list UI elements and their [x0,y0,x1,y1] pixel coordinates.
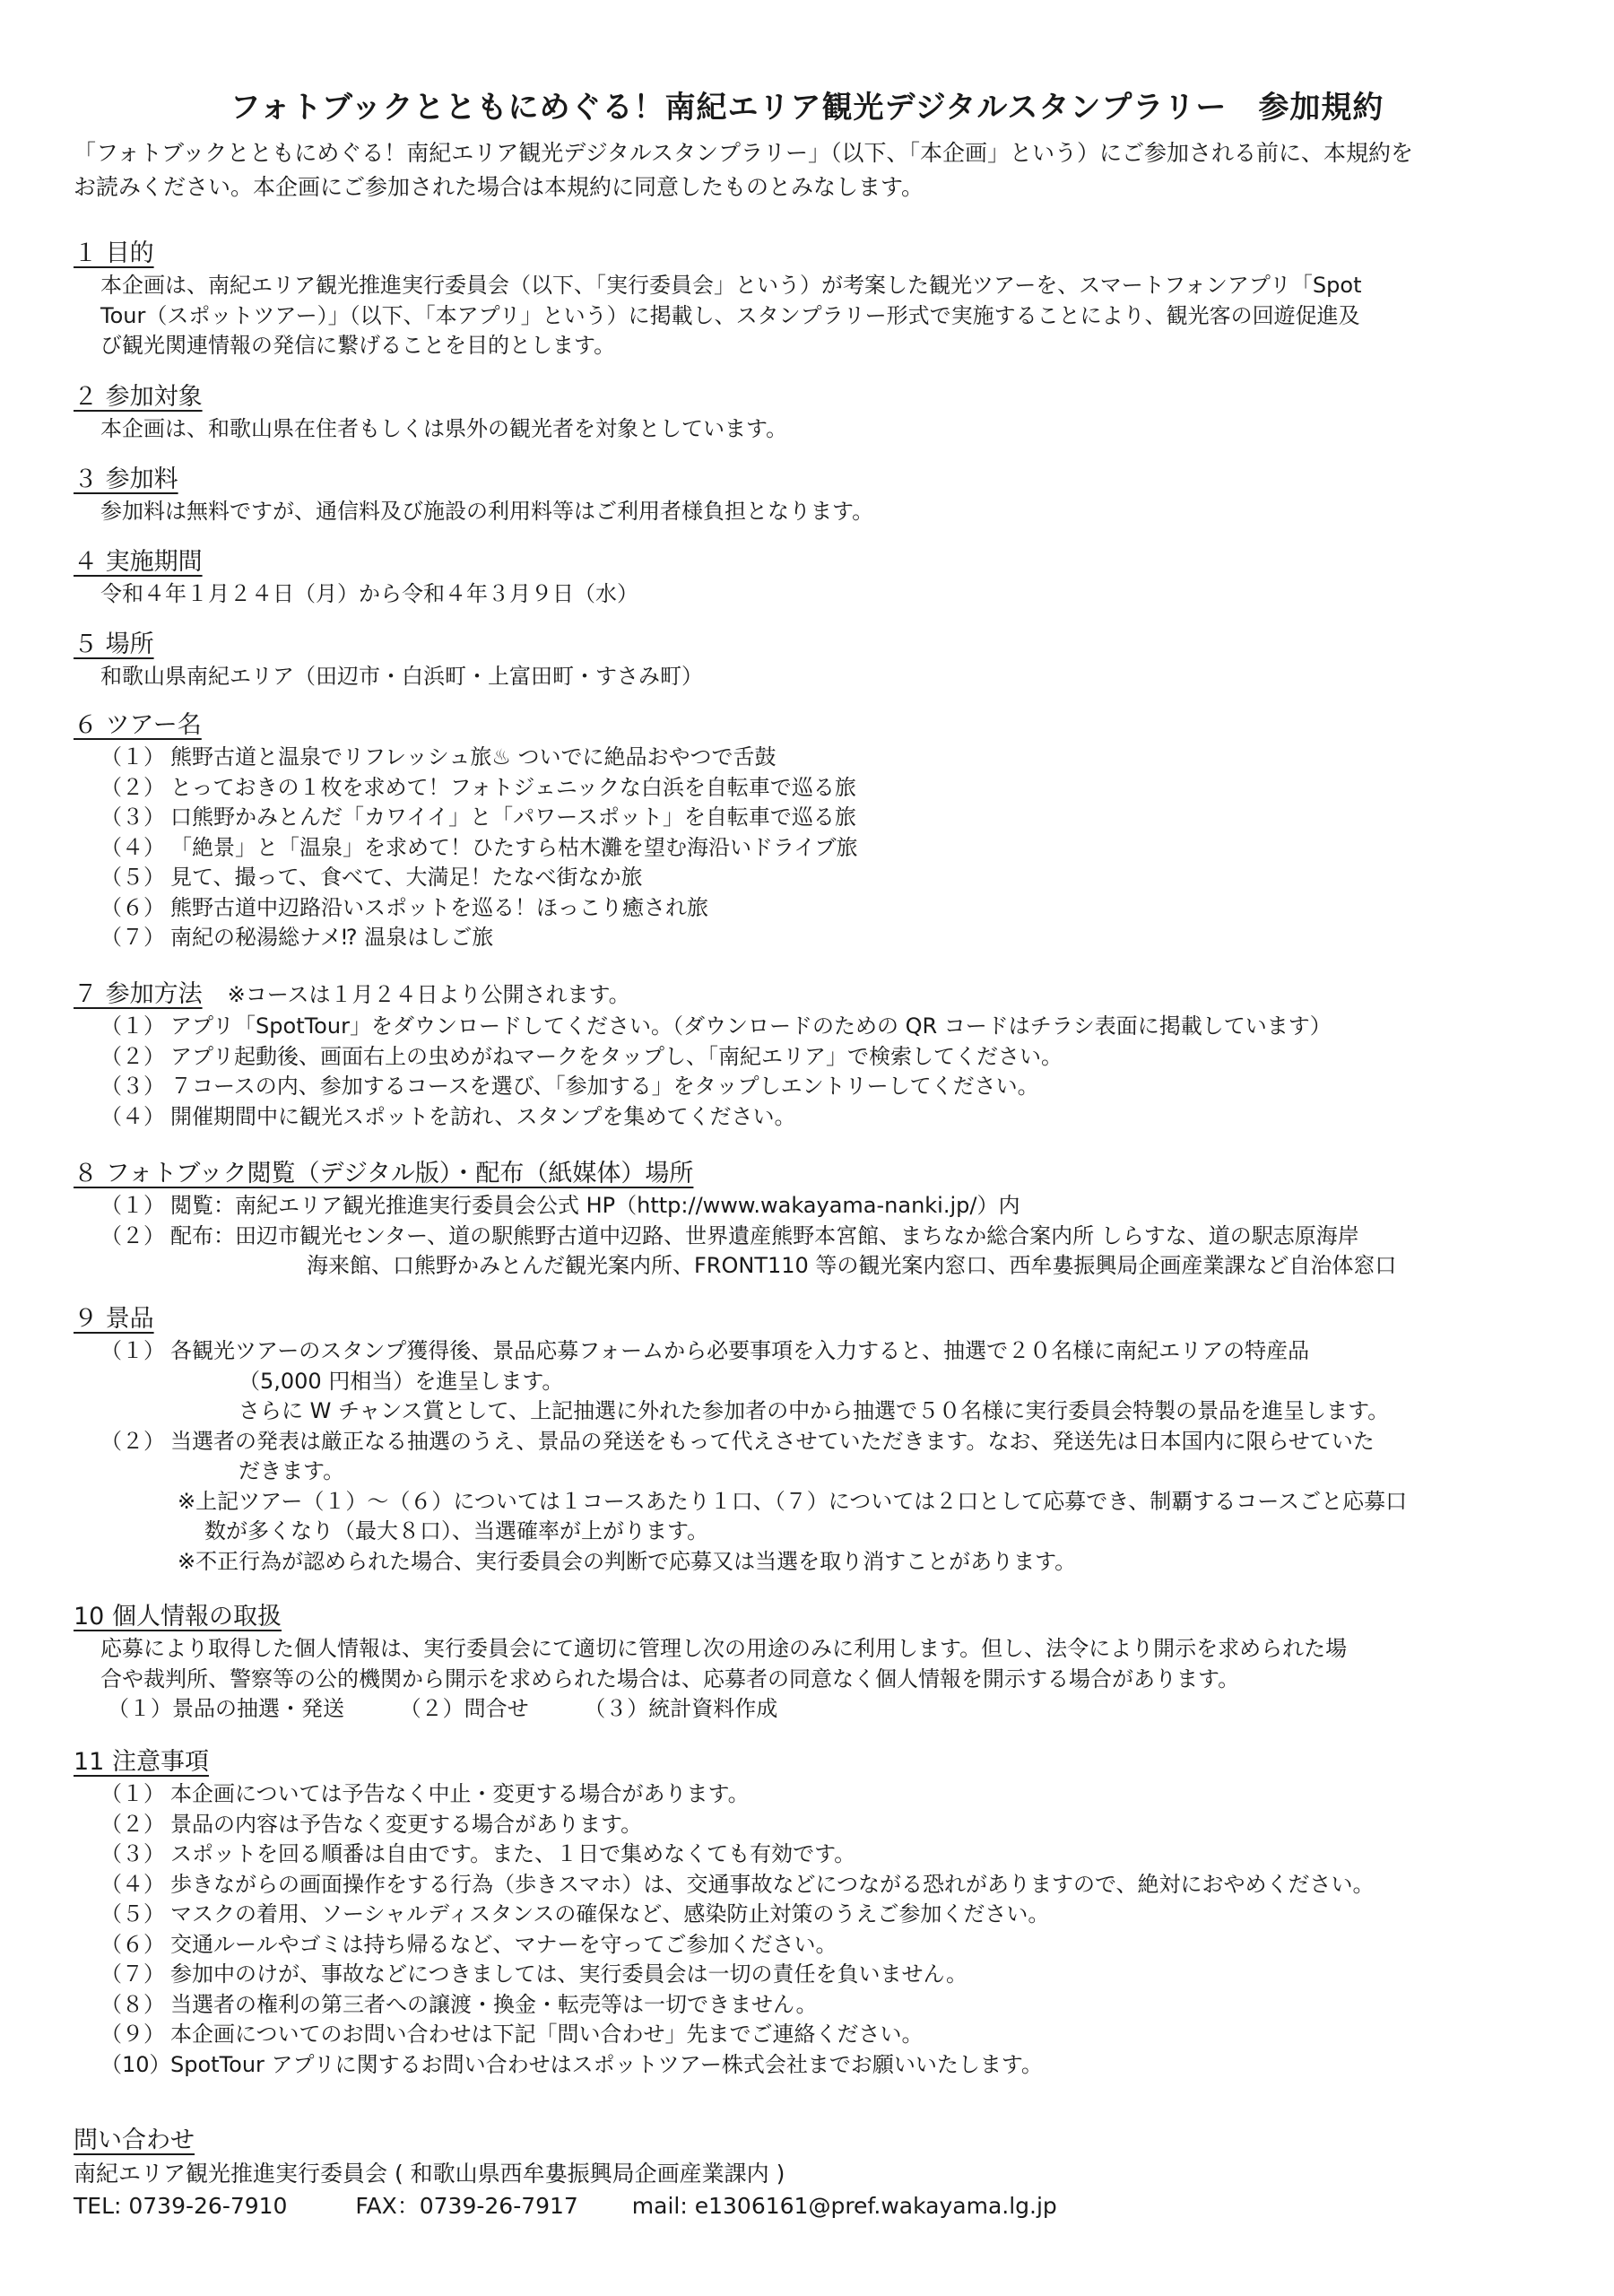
list-item: （９） 本企画についてのお問い合わせは下記「問い合わせ」先までご連絡ください。 [100,2022,924,2047]
section-text: 本企画は、南紀エリア観光推進実行委員会（以下、「実行委員会」という）が考案した観光ツアーを、スマートフォンアプリ「Spot [100,273,1362,298]
section-text: び観光関連情報の発信に繋げることを目的とします。 [100,333,616,358]
usage-list [74,1694,1562,1725]
section-text: 和歌山県南紀エリア（田辺市・白浜町・上富田町・すさみ町） [100,664,703,689]
list-item: （１） アプリ「SpotTour」をダウンロードしてください。（ダウンロードのための QR コードはチラシ表面に掲載しています） [100,1013,1332,1039]
intro-line: お読みください。本企画にご参加された場合は本規約に同意したものとみなします。 [74,174,924,200]
section-privacy [74,1600,1562,1725]
intro-line: 「フォトブックとともにめぐる！南紀エリア観光デジタルスタンプラリー」（以下、「本企画」という）にご参加される前に、本規約を [74,140,1414,166]
usage-item: （２）問合せ [399,1696,529,1721]
section-heading: ４ 実施期間 [74,548,203,576]
usage-item: （３）統計資料作成 [584,1696,778,1721]
contact-block [74,2124,1562,2222]
contact-mail: mail: e1306161@pref.wakayama.lg.jp [631,2193,1057,2219]
list-item-continuation: 海来館、口熊野かみとんだ観光案内所、FRONT110 等の観光案内窓口、西牟婁振興局企画産業課など自治体窓口 [307,1253,1397,1278]
section-text: Tour（スポットツアー）」（以下、「本アプリ」という）に掲載し、スタンプラリー形式で実施することにより、観光客の回遊促進及 [100,302,1360,328]
note-text: ※上記ツアー（１）～（６）については１コースあたり１口、（７）については２口として応募でき、制覇するコースごと応募口 [178,1488,1408,1514]
section-heading: ５ 場所 [74,631,154,658]
section-heading: ２ 参加対象 [74,383,203,411]
section-heading: １ 目的 [74,239,154,267]
list-item: （８） 当選者の権利の第三者への譲渡・換金・転売等は一切できません。 [100,1991,818,2017]
list-item: （１） 各観光ツアーのスタンプ獲得後、景品応募フォームから必要事項を入力すると、抽選で２０名様に南紀エリアの特産品 [100,1338,1310,1363]
section-notes [74,1745,1562,2080]
section-heading: ９ 景品 [74,1305,154,1333]
section-heading: ６ ツアー名 [74,711,202,739]
contact-heading: 問い合わせ [74,2126,195,2154]
section-heading: ８ フォトブック閲覧（デジタル版）・配布（紙媒体）場所 [74,1160,694,1187]
section-location [74,628,1562,692]
section-fee [74,463,1562,527]
note-text: ※不正行為が認められた場合、実行委員会の判断で応募又は当選を取り消すことがあります。 [178,1548,1077,1574]
note-text: 数が多くなり（最大８口）、当選確率が上がります。 [204,1518,709,1544]
list-item: （４） 開催期間中に観光スポットを訪れ、スタンプを集めてください。 [100,1103,796,1129]
list-item-continuation: だきます。 [239,1458,345,1483]
list-item: （６） 交通ルールやゴミは持ち帰るなど、マナーを守ってご参加ください。 [100,1931,837,1957]
section-text: 合や裁判所、警察等の公的機関から開示を求められた場合は、応募者の同意なく個人情報を開示する場合があります。 [100,1665,1240,1692]
section-tours [74,709,1562,953]
list-item: （３） 口熊野かみとんだ「カワイイ」と「パワースポット」を自転車で巡る旅 [100,804,856,830]
section-text: 応募により取得した個人情報は、実行委員会にて適切に管理し次の用途のみに利用します。但し、法令により開示を求められた場 [100,1636,1348,1661]
list-item: （４） 「絶景」と「温泉」を求めて！ひたすら枯木灘を望む海沿いドライブ旅 [100,834,858,860]
contact-tel: TEL: 0739-26-7910 [74,2193,288,2219]
list-item: （１） 閲覧：南紀エリア観光推進実行委員会公式 HP（http://www.wakayama-nanki.jp/）内 [100,1193,1020,1218]
list-item: （２） 配布：田辺市観光センター、道の駅熊野古道中辺路、世界遺産熊野本宮館、まちなか総合案内所 しらすな、道の駅志原海岸 [100,1222,1359,1248]
section-heading: 10 個人情報の取扱 [74,1603,282,1631]
list-item-continuation: さらに W チャンス賞として、上記抽選に外れた参加者の中から抽選で５０名様に実行委員会特製の景品を進呈します。 [239,1398,1390,1423]
list-item: （３） ７コースの内、参加するコースを選び、「参加する」をタップしエントリーしてください。 [100,1074,1039,1099]
list-item: （１） 熊野古道と温泉でリフレッシュ旅♨ ついでに絶品おやつで舌鼓 [100,744,777,770]
list-item: （２） 景品の内容は予告なく変更する場合があります。 [100,1811,643,1837]
list-item: （１） 本企画については予告なく中止・変更する場合があります。 [100,1781,750,1806]
list-item: （６） 熊野古道中辺路沿いスポットを巡る！ほっこり癒され旅 [100,894,708,920]
list-item: （２） 当選者の発表は厳正なる抽選のうえ、景品の発送をもって代えさせていただきます。なお、発送先は日本国内に限らせていた [100,1428,1375,1454]
section-text: 参加料は無料ですが、通信料及び施設の利用料等はご利用者様負担となります。 [100,499,874,524]
section-note: ※コースは１月２４日より公開されます。 [227,982,630,1007]
page-title: フォトブックとともにめぐる！南紀エリア観光デジタルスタンプラリー 参加規約 [230,90,1384,126]
section-prizes [74,1302,1562,1577]
list-item-continuation: （5,000 円相当）を進呈します。 [239,1368,564,1394]
section-purpose [74,237,1562,361]
section-photobook [74,1157,1562,1282]
contact-details [74,2190,1562,2222]
list-item: （２） アプリ起動後、画面右上の虫めがねマークをタップし、「南紀エリア」で検索してください。 [100,1043,1063,1069]
list-item: （２） とっておきの１枚を求めて！フォトジェニックな白浜を自転車で巡る旅 [100,774,856,800]
section-heading: 11 注意事項 [74,1748,209,1776]
section-how-to-join [74,978,1562,1132]
section-heading: ７ 参加方法 ※コースは１月２４日より公開されます。 [74,978,1562,1012]
contact-organization: 南紀エリア観光推進実行委員会 ( 和歌山県西牟婁振興局企画産業課内 ) [74,2161,785,2187]
list-item: （５） 見て、撮って、食べて、大満足！たなべ街なか旅 [100,865,643,890]
list-item: （７） 南紀の秘湯総ナメ⁉ 温泉はしご旅 [100,925,494,950]
list-item: （４） 歩きながらの画面操作をする行為（歩きスマホ）は、交通事故などにつながる恐れがありますので、絶対におやめください。 [100,1871,1375,1897]
intro-paragraph [74,136,1553,204]
usage-item: （１）景品の抽選・発送 [108,1696,344,1721]
section-heading: ３ 参加料 [74,465,178,493]
list-item: （５） マスクの着用、ソーシャルディスタンスの確保など、感染防止対策のうえご参加ください。 [100,1901,1050,1926]
list-item: （３） スポットを回る順番は自由です。また、１日で集めなくても有効です。 [100,1841,856,1866]
section-text: 令和４年１月２４日（月）から令和４年３月９日（水） [100,581,638,606]
contact-fax: FAX：0739-26-7917 [355,2193,578,2219]
section-period [74,545,1562,610]
list-item: （７） 参加中のけが、事故などにつきましては、実行委員会は一切の責任を負いません。 [100,1961,968,1987]
list-item: （10）SpotTour アプリに関するお問い合わせはスポットツアー株式会社までお願いいたします。 [100,2051,1043,2077]
section-target [74,380,1562,445]
section-text: 本企画は、和歌山県在住者もしくは県外の観光者を対象としています。 [100,416,788,441]
